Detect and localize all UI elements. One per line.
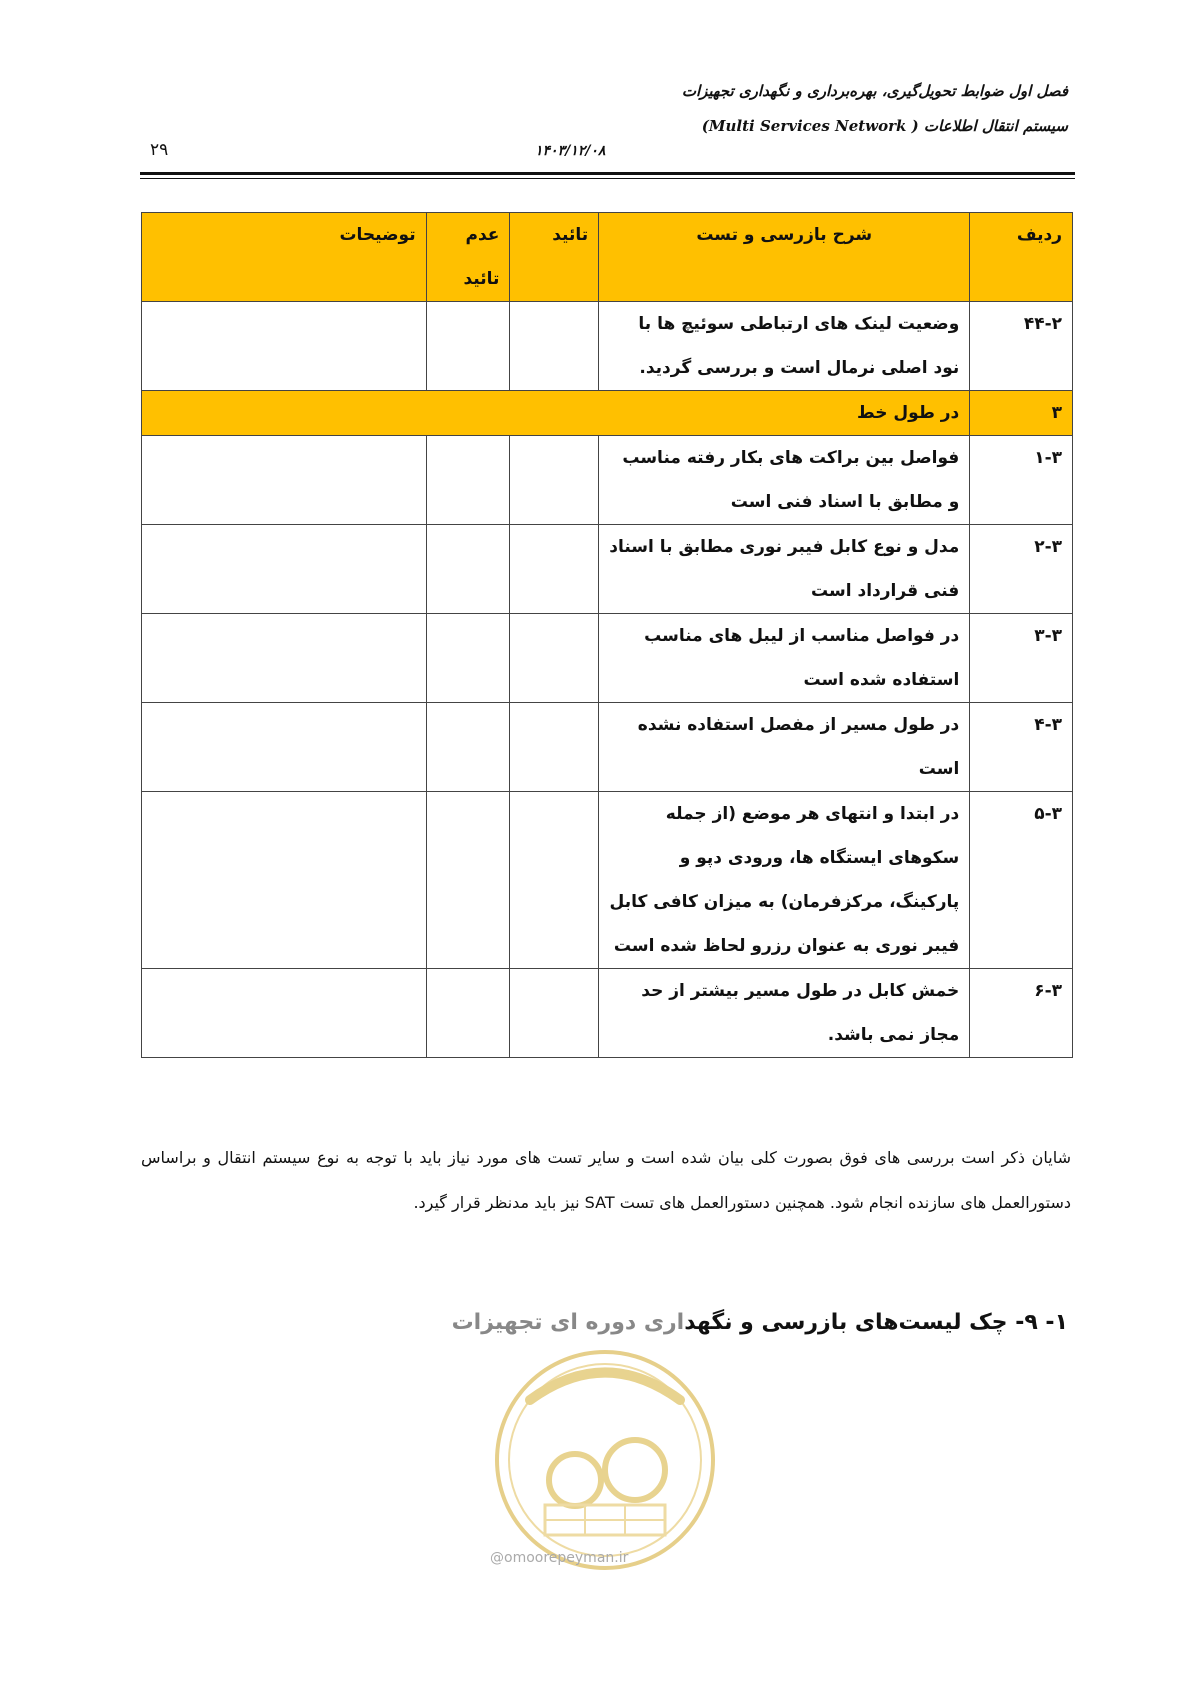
notes-cell[interactable]: [142, 302, 427, 391]
notes-cell[interactable]: [142, 614, 427, 703]
notes-cell[interactable]: [142, 969, 427, 1058]
approved-cell[interactable]: [510, 969, 599, 1058]
table-row: [142, 969, 1073, 1058]
row-number: ۵-۳: [970, 792, 1073, 969]
approved-cell[interactable]: [510, 436, 599, 525]
watermark-site: @omoorepeyman.ir: [490, 1550, 629, 1566]
section-heading: [452, 1310, 1068, 1335]
table-row: [142, 792, 1073, 969]
row-number: ۳-۳: [970, 614, 1073, 703]
not-approved-cell[interactable]: [426, 969, 510, 1058]
header-approved: تائید: [510, 213, 599, 302]
not-approved-cell[interactable]: [426, 792, 510, 969]
checklist-table: [141, 212, 1073, 1058]
section-heading-tail: اری دوره ای تجهیزات: [451, 1310, 685, 1335]
header-subtitle: سیستم انتقال اطلاعات ( Multi Services Network): [701, 117, 1068, 135]
row-number: ۶-۳: [970, 969, 1073, 1058]
row-description: خمش کابل در طول مسیر بیشتر از حد مجاز نمی باشد.: [599, 969, 970, 1058]
approved-cell[interactable]: [510, 792, 599, 969]
row-description: در ابتدا و انتهای هر موضع (از جمله سکوهای ایستگاه ها، ورودی دپو و پارکینگ، مرکزفرمان) به میزان کافی کابل فیبر نوری به عنوان رزرو لحاظ شده است: [599, 792, 970, 969]
row-description: وضعیت لینک های ارتباطی سوئیچ ها با نود اصلی نرمال است و بررسی گردید.: [599, 302, 970, 391]
row-number: ۴۴-۲: [970, 302, 1073, 391]
not-approved-cell[interactable]: [426, 525, 510, 614]
notes-cell[interactable]: [142, 525, 427, 614]
approved-cell[interactable]: [510, 614, 599, 703]
header-date: ۱۴۰۳/۱۲/۰۸: [535, 143, 606, 159]
not-approved-cell[interactable]: [426, 614, 510, 703]
header-rule-thick: [140, 172, 1075, 175]
footnote-paragraph: شایان ذکر است بررسی های فوق بصورت کلی بیان شده است و سایر تست های مورد نیاز باید با توجه به نوع سیستم انتقال و براساس دستورالعمل های سازنده انجام شود. همچنین دستورالعمل های تست SAT نیز باید مدنظر قرار گیرد.: [141, 1148, 1071, 1212]
row-number: ۲-۳: [970, 525, 1073, 614]
row-description: در طول مسیر از مفصل استفاده نشده است: [599, 703, 970, 792]
row-number: ۱-۳: [970, 436, 1073, 525]
not-approved-cell[interactable]: [426, 302, 510, 391]
row-description: مدل و نوع کابل فیبر نوری مطابق با اسناد فنی قرارداد است: [599, 525, 970, 614]
table-row: [142, 436, 1073, 525]
section-row: [142, 391, 1073, 436]
row-number: ۴-۳: [970, 703, 1073, 792]
table-row: [142, 614, 1073, 703]
header-row-no: ردیف: [970, 213, 1073, 302]
notes-cell[interactable]: [142, 436, 427, 525]
header-description: شرح بازرسی و تست: [599, 213, 970, 302]
section-title: در طول خط: [142, 391, 970, 436]
not-approved-cell[interactable]: [426, 703, 510, 792]
header-notes: توضیحات: [142, 213, 427, 302]
approved-cell[interactable]: [510, 302, 599, 391]
approved-cell[interactable]: [510, 703, 599, 792]
row-description: در فواصل مناسب از لیبل های مناسب استفاده شده است: [599, 614, 970, 703]
page-number: ۲۹: [150, 140, 169, 160]
table-row: [142, 703, 1073, 792]
notes-cell[interactable]: [142, 703, 427, 792]
header-not-approved: عدم تائید: [426, 213, 510, 302]
row-description: فواصل بین براکت های بکار رفته مناسب و مطابق با اسناد فنی است: [599, 436, 970, 525]
section-number: ۳: [970, 391, 1073, 436]
approved-cell[interactable]: [510, 525, 599, 614]
table-row: [142, 525, 1073, 614]
section-heading-text: چک لیست‌های بازرسی و نگهد: [684, 1310, 1008, 1335]
table-row: [142, 302, 1073, 391]
notes-cell[interactable]: [142, 792, 427, 969]
header-rule-thin: [140, 178, 1075, 179]
not-approved-cell[interactable]: [426, 436, 510, 525]
section-heading-number: ۱- ۹-: [1015, 1310, 1068, 1335]
seal-watermark-icon: [490, 1345, 720, 1575]
header-title: فصل اول ضوابط تحویل‌گیری، بهره‌برداری و نگهداری تجهیزات: [681, 82, 1068, 100]
table-header-row: [142, 213, 1073, 302]
